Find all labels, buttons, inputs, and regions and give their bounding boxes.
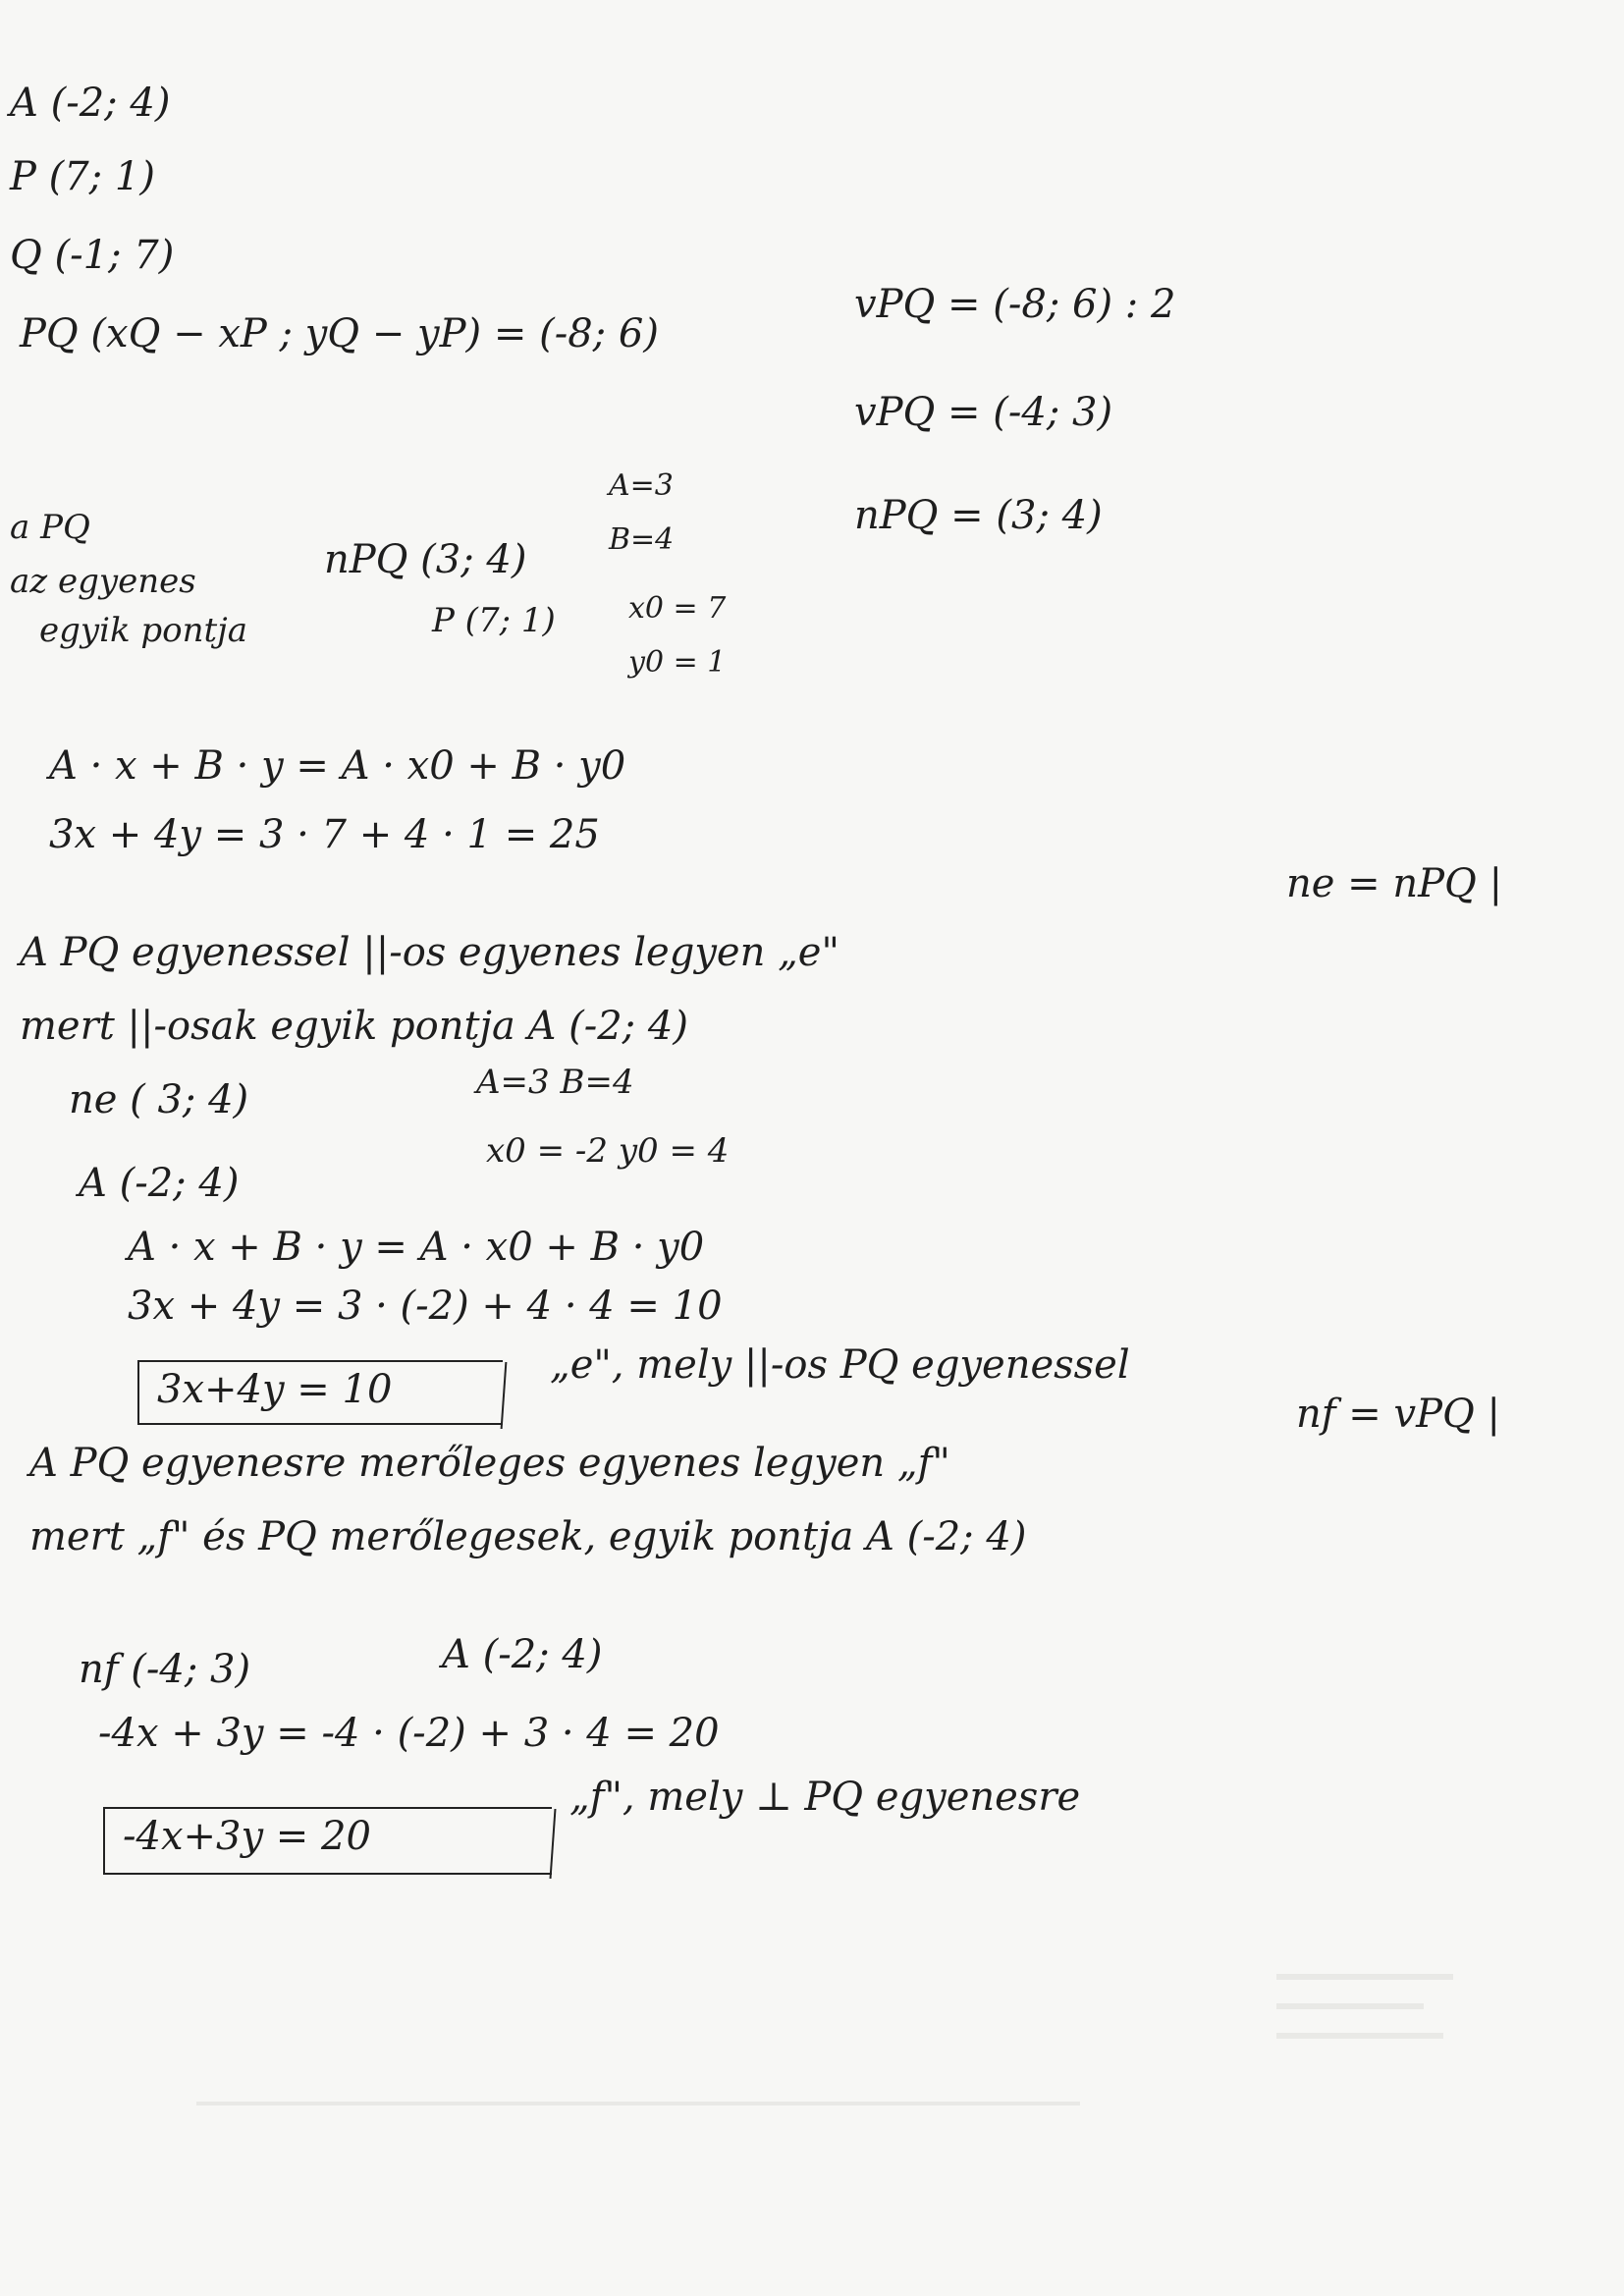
line-pq-label: a PQ [10, 508, 90, 547]
line-pq-label: az egyenes [10, 562, 196, 601]
perpendicular-heading: A PQ egyenesre merőleges egyenes legyen „f" [29, 1441, 950, 1486]
bleed-through-mark [1276, 2033, 1443, 2039]
line-pq-normal: nPQ (3; 4) [324, 537, 527, 582]
parallel-answer: 3x+4y = 10 [157, 1367, 393, 1412]
line-pq-label: egyik pontja [39, 611, 247, 650]
perpendicular-normal: nf (-4; 3) [79, 1647, 251, 1692]
normal-vector: nPQ = (3; 4) [854, 493, 1103, 538]
parallel-reason: mert ||-osak egyik pontja A (-2; 4) [20, 1004, 688, 1049]
line-pq-equation: 3x + 4y = 3 · 7 + 4 · 1 = 25 [49, 812, 600, 857]
parallel-coefficients: A=3 B=4 [476, 1063, 634, 1102]
perpendicular-note: „f", mely ⊥ PQ egyenesre [569, 1775, 1081, 1820]
bleed-through-mark [196, 2102, 1080, 2105]
parallel-x0y0: x0 = -2 y0 = 4 [486, 1131, 730, 1171]
point-a: A (-2; 4) [10, 81, 171, 126]
parallel-heading: A PQ egyenessel ||-os egyenes legyen „e" [20, 930, 839, 975]
perpendicular-point: A (-2; 4) [442, 1632, 603, 1677]
y0-value: y0 = 1 [628, 645, 727, 680]
parallel-note: „e", mely ||-os PQ egyenessel [550, 1342, 1130, 1388]
perpendicular-normal-relation: nf = vPQ | [1296, 1392, 1501, 1437]
perpendicular-answer: -4x+3y = 20 [123, 1814, 371, 1859]
general-formula: A · x + B · y = A · x0 + B · y0 [49, 743, 626, 789]
direction-vector-1: vPQ = (-8; 6) : 2 [854, 282, 1176, 327]
x0-value: x0 = 7 [628, 591, 727, 626]
bleed-through-mark [1276, 1974, 1453, 1980]
parallel-normal-relation: ne = nPQ | [1286, 861, 1503, 906]
perpendicular-calc: -4x + 3y = -4 · (-2) + 3 · 4 = 20 [98, 1711, 720, 1756]
parallel-calc: 3x + 4y = 3 · (-2) + 4 · 4 = 10 [128, 1284, 723, 1329]
point-q: Q (-1; 7) [10, 233, 175, 278]
vector-pq-line: PQ (xQ − xP ; yQ − yP) = (-8; 6) [20, 311, 659, 356]
coef-a: A=3 [609, 468, 674, 503]
coef-b: B=4 [609, 522, 675, 557]
parallel-normal: ne ( 3; 4) [69, 1077, 249, 1122]
direction-vector-2: vPQ = (-4; 3) [854, 390, 1113, 435]
parallel-formula: A · x + B · y = A · x0 + B · y0 [128, 1225, 705, 1270]
parallel-point: A (-2; 4) [79, 1161, 240, 1206]
bleed-through-mark [1276, 2003, 1424, 2009]
perpendicular-reason: mert „f" és PQ merőlegesek, egyik pontja A (-2; 4) [29, 1514, 1027, 1559]
line-pq-point: P (7; 1) [432, 601, 556, 640]
point-p: P (7; 1) [10, 154, 155, 199]
